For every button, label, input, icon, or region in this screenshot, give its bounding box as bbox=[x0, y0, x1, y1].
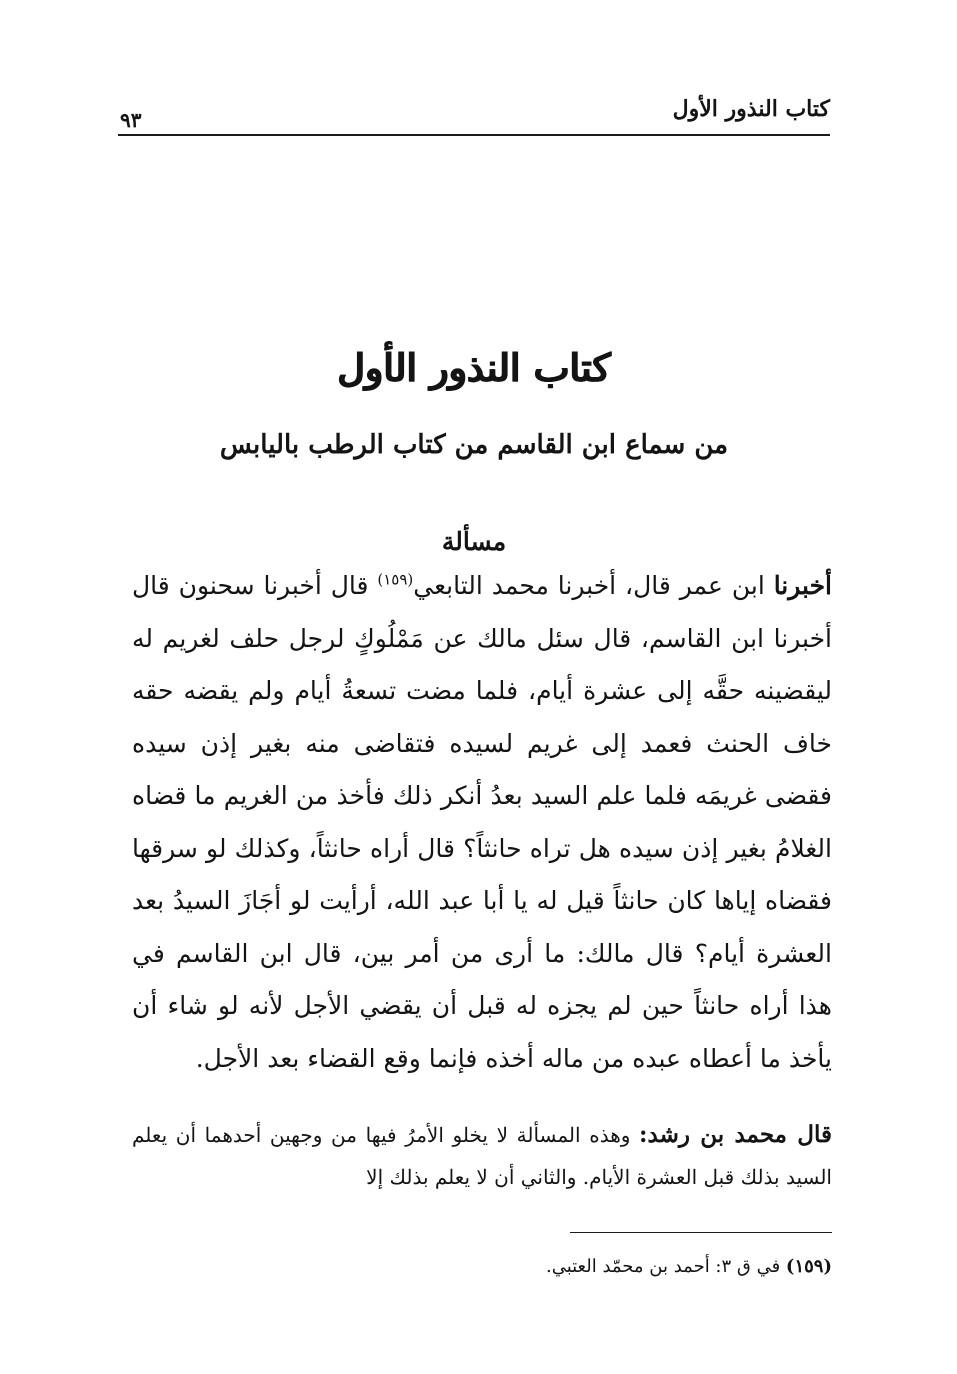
footnote-number: (١٥٩) bbox=[785, 1256, 832, 1277]
book-title: كتاب النذور الأول bbox=[337, 345, 611, 390]
running-title: كتاب النذور الأول bbox=[672, 96, 830, 122]
commentary-text: وهذه المسألة لا يخلو الأمرُ فيها من وجهين أحدهما أن يعلم السيد بذلك قبل العشرة الأيام. والثاني أن لا يعلم بذلك إلا bbox=[132, 1123, 832, 1189]
main-text-part-2: قال أخبرنا سحنون قال أخبرنا ابن القاسم، قال سئل مالك عن مَمْلُوكٍ لرجل حلف لغريم له ليقضينه حقَّه إلى عشرة أيام، فلما مضت تسعةُ أيام ولم يقضه حقه خاف الحنث فعمد إلى غريم لسيده فتقاضى منه بغير إذن سيده فقضى غريمَه فلما علم السيد بعدُ أنكر ذلك فأخذ من الغريم ما قضاه الغلامُ بغير إذن سيده هل تراه حانثاً؟ قال أراه حانثاً، وكذلك لو سرقها فقضاه إياها كان حانثاً قيل له يا أبا عبد الله، أرأيت لو أجَازَ السيدُ بعد العشرة أيام؟ قال مالك: ما أرى من أمر بين، قال ابن القاسم في هذا أراه حانثاً حين لم يجزه له قبل أن يقضي الأجل لأنه لو شاء أن يأخذ ما أعطاه عبده من ماله أخذه فإنما وقع القضاء بعد الأجل. bbox=[132, 571, 832, 1073]
running-header bbox=[118, 94, 830, 136]
footnote bbox=[132, 1250, 832, 1284]
footnote-reference: (١٥٩) bbox=[377, 570, 414, 589]
page-number: ٩٣ bbox=[120, 108, 142, 132]
main-text-part-1: ابن عمر قال، أخبرنا محمد التابعي bbox=[413, 571, 774, 600]
masala-heading: مسألة bbox=[441, 527, 507, 556]
footnote-divider bbox=[570, 1232, 832, 1233]
footnote-text: في ق ٣: أحمد بن محمّد العتبي. bbox=[545, 1256, 786, 1277]
lead-word: أخبرنا bbox=[773, 571, 833, 600]
commentary-paragraph bbox=[132, 1114, 832, 1198]
main-text bbox=[132, 560, 832, 1085]
section-title: من سماع ابن القاسم من كتاب الرطب باليابس bbox=[219, 430, 729, 460]
commentary-author: قال محمد بن رشد: bbox=[639, 1121, 833, 1148]
